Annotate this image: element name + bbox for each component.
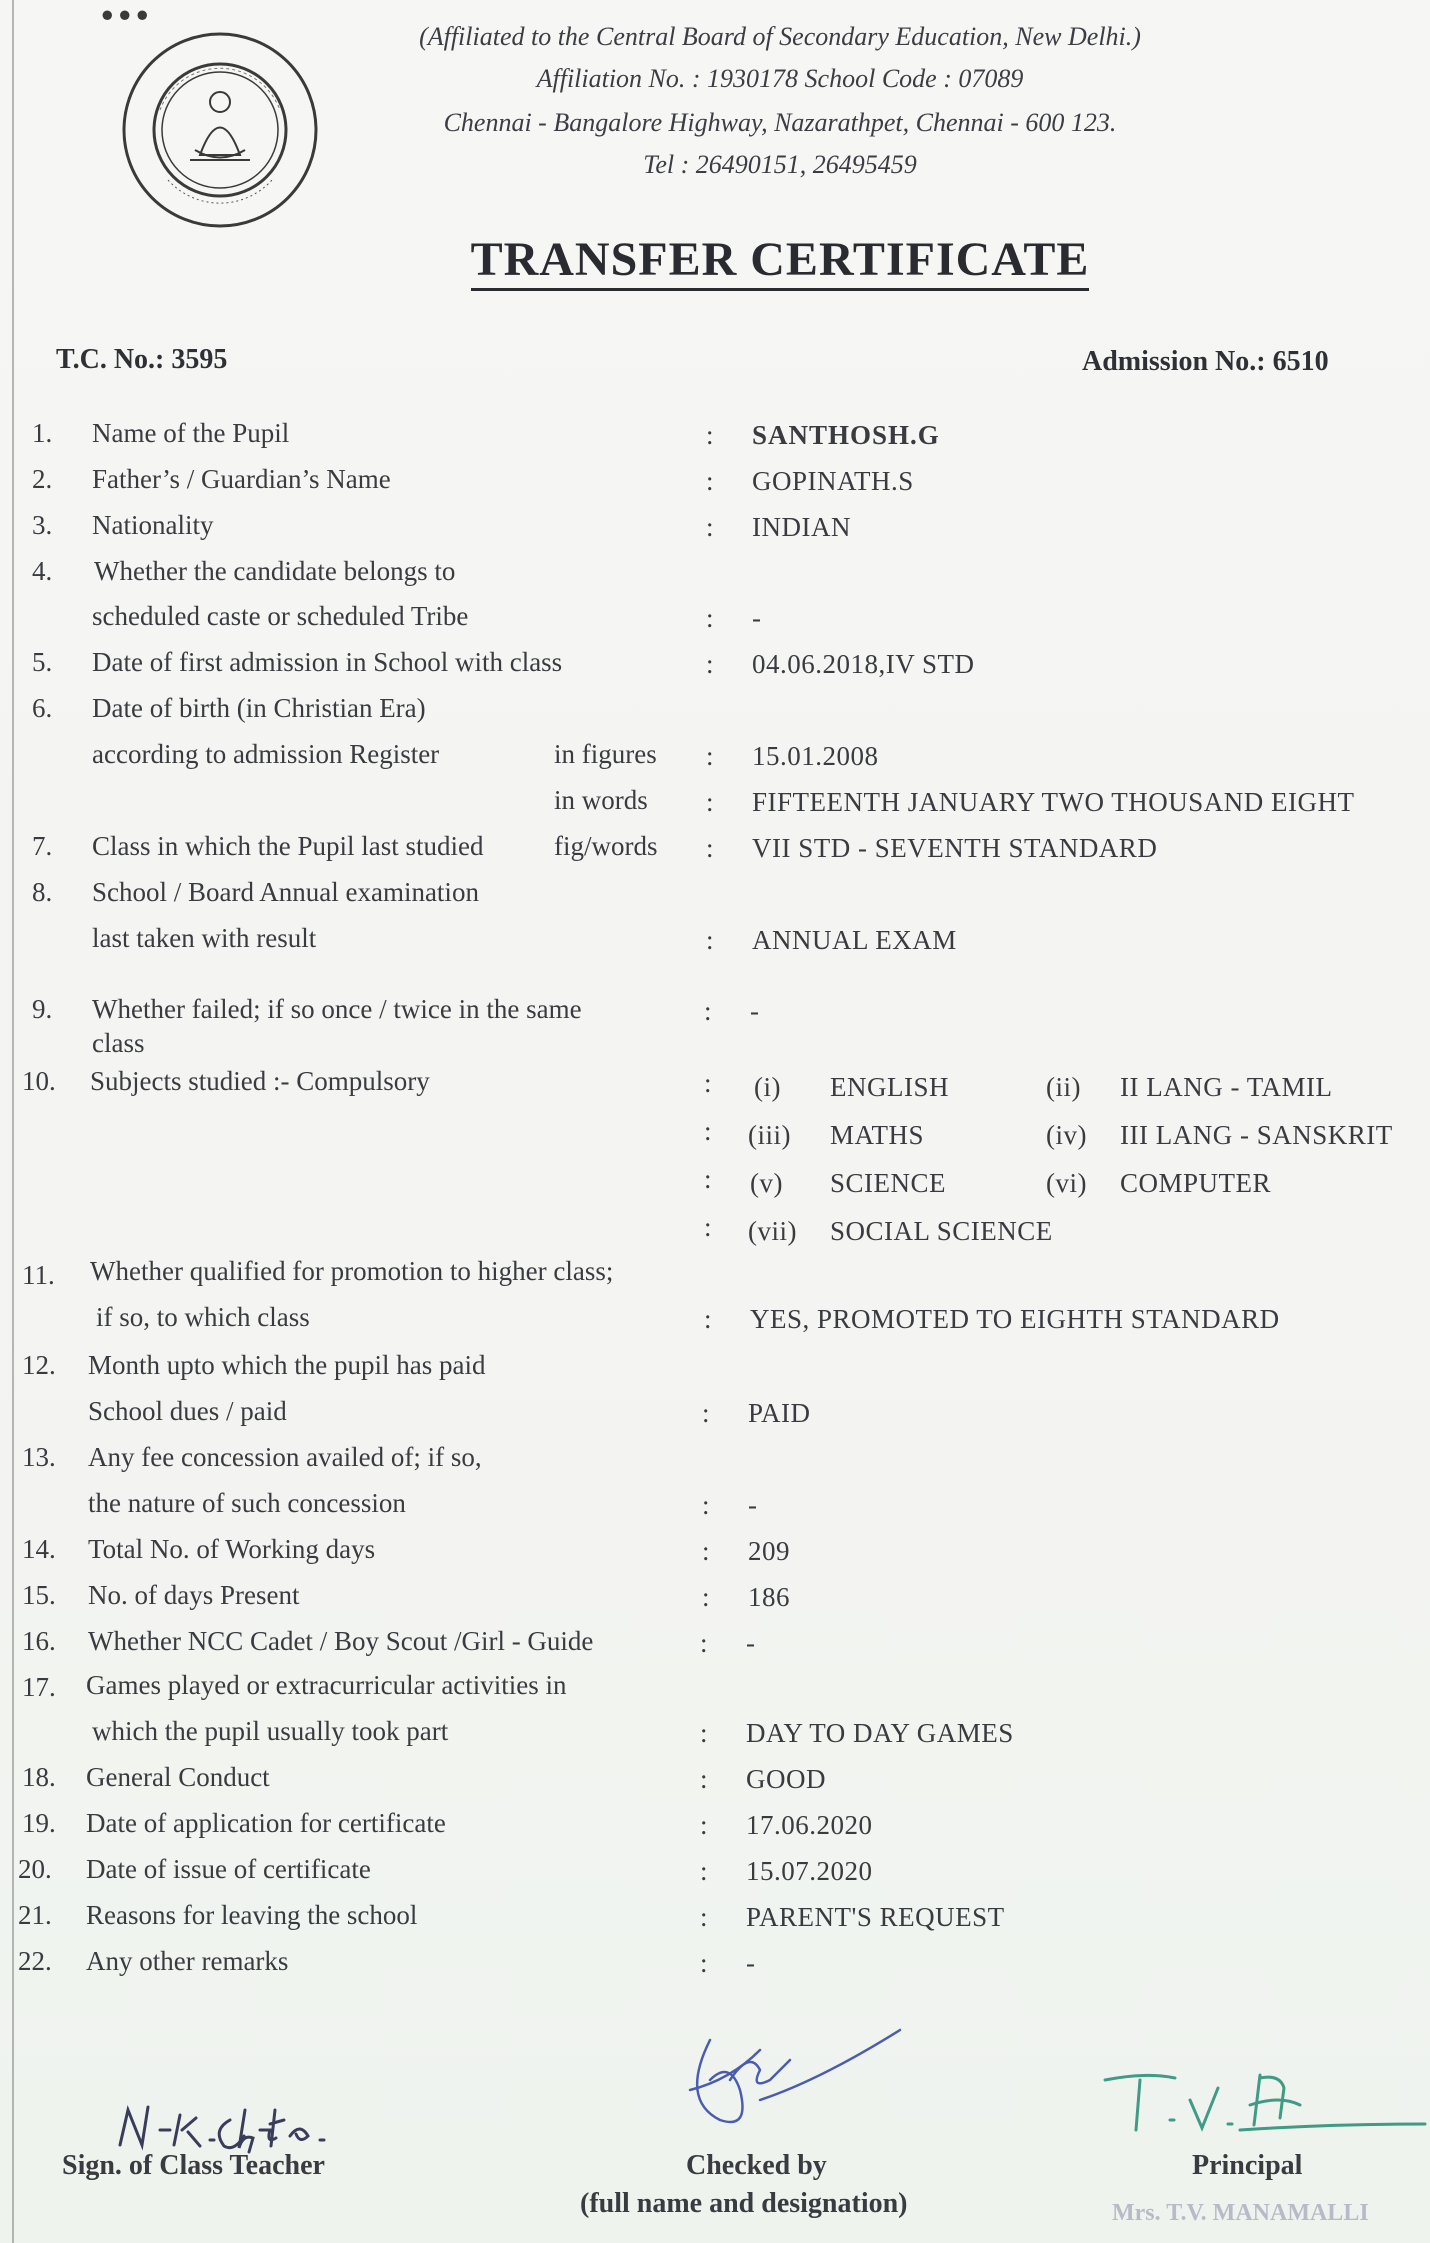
item-number: 5. xyxy=(32,647,53,677)
item-colon: : xyxy=(704,1116,712,1146)
subject-name: III LANG - SANSKRIT xyxy=(1120,1120,1393,1150)
item-number: 9. xyxy=(32,994,53,1024)
item-label: Whether NCC Cadet / Boy Scout /Girl - Guide xyxy=(88,1626,594,1656)
school-seal-icon xyxy=(120,30,320,230)
item-colon: : xyxy=(706,925,714,955)
item-label: Date of birth (in Christian Era) xyxy=(92,693,426,723)
games-value: DAY TO DAY GAMES xyxy=(746,1718,1014,1748)
item-colon: : xyxy=(700,1718,708,1748)
first-admission-value: 04.06.2018,IV STD xyxy=(752,649,975,679)
item-colon: : xyxy=(706,466,714,496)
ncc-value: - xyxy=(746,1628,756,1658)
guardian-name-value: GOPINATH.S xyxy=(752,466,914,496)
item-colon: : xyxy=(706,741,714,771)
item-label: Total No. of Working days xyxy=(88,1534,376,1564)
item-label: Any other remarks xyxy=(86,1946,289,1976)
item-label: Reasons for leaving the school xyxy=(86,1900,418,1930)
pupil-name-value: SANTHOSH.G xyxy=(752,420,940,450)
item-number: 2. xyxy=(32,464,53,494)
tc-number: T.C. No.: 3595 xyxy=(56,344,228,375)
item-number: 20. xyxy=(18,1854,52,1884)
item-label: No. of days Present xyxy=(88,1580,300,1610)
item-number: 12. xyxy=(22,1350,56,1380)
conduct-value: GOOD xyxy=(746,1764,826,1794)
item-number: 13. xyxy=(22,1442,56,1472)
item-number: 22. xyxy=(18,1946,52,1976)
principal-signature xyxy=(1100,2060,1430,2150)
item-colon: : xyxy=(704,1068,712,1098)
item-colon: : xyxy=(702,1536,710,1566)
item-colon: : xyxy=(706,649,714,679)
item-label-continued: which the pupil usually took part xyxy=(92,1716,449,1746)
item-label: School / Board Annual examination xyxy=(92,877,479,907)
subject-name: II LANG - TAMIL xyxy=(1120,1072,1333,1102)
item-number: 18. xyxy=(22,1762,56,1792)
exam-value: ANNUAL EXAM xyxy=(752,925,957,955)
item-colon: : xyxy=(704,996,712,1026)
dues-value: PAID xyxy=(748,1398,811,1428)
page-left-edge xyxy=(12,0,14,2243)
item-label: Father’s / Guardian’s Name xyxy=(92,464,391,494)
item-number: 1. xyxy=(32,418,53,448)
item-colon: : xyxy=(704,1164,712,1194)
subject-name: SOCIAL SCIENCE xyxy=(830,1216,1053,1246)
item-number: 6. xyxy=(32,693,53,723)
document-title-text: TRANSFER CERTIFICATE xyxy=(471,233,1090,291)
item-colon: : xyxy=(706,787,714,817)
issue-date-value: 15.07.2020 xyxy=(746,1856,873,1886)
subject-name: COMPUTER xyxy=(1120,1168,1272,1198)
subject-name: MATHS xyxy=(830,1120,925,1150)
item-label: Whether failed; if so once / twice in the same xyxy=(92,994,582,1024)
principal-label: Principal xyxy=(1192,2150,1303,2181)
item-label: Any fee concession availed of; if so, xyxy=(88,1442,482,1472)
subject-index: (vi) xyxy=(1046,1168,1087,1198)
item-label-continued: School dues / paid xyxy=(88,1396,287,1426)
item-number: 15. xyxy=(22,1580,56,1610)
item-label-continued: according to admission Register xyxy=(92,739,440,769)
item-label: Name of the Pupil xyxy=(92,418,290,448)
item-number: 21. xyxy=(18,1900,52,1930)
promotion-value: YES, PROMOTED TO EIGHTH STANDARD xyxy=(750,1304,1280,1334)
subject-index: (ii) xyxy=(1046,1072,1081,1102)
item-label-continued: scheduled caste or scheduled Tribe xyxy=(92,601,469,631)
subject-name: ENGLISH xyxy=(830,1072,949,1102)
subject-index: (vii) xyxy=(748,1216,797,1246)
item-label: Nationality xyxy=(92,510,214,540)
item-number: 14. xyxy=(22,1534,56,1564)
item-number: 7. xyxy=(32,831,53,861)
item-label: Date of application for certificate xyxy=(86,1808,446,1838)
item-colon: : xyxy=(700,1810,708,1840)
item-label-continued: last taken with result xyxy=(92,923,317,953)
item-colon: : xyxy=(700,1764,708,1794)
fee-concession-value: - xyxy=(748,1490,758,1520)
admission-number: Admission No.: 6510 xyxy=(1082,346,1329,377)
telephone-line: Tel : 26490151, 26495459 xyxy=(643,150,917,179)
item-colon: : xyxy=(702,1398,710,1428)
item-label: Whether qualified for promotion to higher class; xyxy=(90,1256,614,1286)
item-label: General Conduct xyxy=(86,1762,270,1792)
item-label-continued: the nature of such concession xyxy=(88,1488,406,1518)
item-label: Games played or extracurricular activities in xyxy=(86,1670,567,1700)
item-label-continued: class xyxy=(92,1028,145,1058)
address-line: Chennai - Bangalore Highway, Nazarathpet, Chennai - 600 123. xyxy=(443,108,1117,137)
item-label: Date of issue of certificate xyxy=(86,1854,371,1884)
item-colon: : xyxy=(700,1902,708,1932)
item-colon: : xyxy=(700,1948,708,1978)
item-label: Class in which the Pupil last studied xyxy=(92,831,484,861)
nationality-value: INDIAN xyxy=(752,512,851,542)
subject-index: (i) xyxy=(754,1072,781,1102)
item-label-continued: if so, to which class xyxy=(96,1302,310,1332)
dob-words-label: in words xyxy=(554,785,648,815)
item-number: 19. xyxy=(22,1808,56,1838)
item-colon: : xyxy=(706,603,714,633)
class-figwords-label: fig/words xyxy=(554,831,658,861)
item-colon: : xyxy=(700,1628,708,1658)
item-colon: : xyxy=(704,1212,712,1242)
checked-by-note: (full name and designation) xyxy=(580,2188,908,2219)
item-number: 10. xyxy=(22,1066,56,1096)
item-label: Date of first admission in School with class xyxy=(92,647,563,677)
item-number: 4. xyxy=(32,556,53,586)
leaving-reason-value: PARENT'S REQUEST xyxy=(746,1902,1005,1932)
item-colon: : xyxy=(704,1304,712,1334)
dob-figures-label: in figures xyxy=(554,739,657,769)
item-number: 11. xyxy=(22,1260,55,1290)
principal-name-faded: Mrs. T.V. MANAMALLI xyxy=(1112,2200,1369,2226)
class-teacher-label: Sign. of Class Teacher xyxy=(62,2150,325,2181)
item-colon: : xyxy=(706,512,714,542)
application-date-value: 17.06.2020 xyxy=(746,1810,873,1840)
item-label: Whether the candidate belongs to xyxy=(94,556,456,586)
item-number: 3. xyxy=(32,510,53,540)
checked-by-signature xyxy=(650,2020,910,2140)
caste-value: - xyxy=(752,603,762,633)
item-label: Month upto which the pupil has paid xyxy=(88,1350,486,1380)
subject-name: SCIENCE xyxy=(830,1168,947,1198)
subject-index: (iv) xyxy=(1046,1120,1087,1150)
document-title xyxy=(0,232,1430,287)
item-colon: : xyxy=(706,833,714,863)
item-number: 16. xyxy=(22,1626,56,1656)
dob-words-value: FIFTEENTH JANUARY TWO THOUSAND EIGHT xyxy=(752,787,1355,817)
item-number: 17. xyxy=(22,1672,56,1702)
item-number: 8. xyxy=(32,877,53,907)
working-days-value: 209 xyxy=(748,1536,790,1566)
dob-figures-value: 15.01.2008 xyxy=(752,741,879,771)
item-colon: : xyxy=(706,420,714,450)
affiliation-line: (Affiliated to the Central Board of Secondary Education, New Delhi.) xyxy=(419,22,1141,51)
subject-index: (v) xyxy=(750,1168,783,1198)
checked-by-label: Checked by xyxy=(686,2150,827,2181)
failed-value: - xyxy=(750,996,760,1026)
item-colon: : xyxy=(702,1582,710,1612)
last-class-value: VII STD - SEVENTH STANDARD xyxy=(752,833,1158,863)
subject-index: (iii) xyxy=(748,1120,791,1150)
item-label: Subjects studied :- Compulsory xyxy=(90,1066,430,1096)
item-colon: : xyxy=(702,1490,710,1520)
item-colon: : xyxy=(700,1856,708,1886)
days-present-value: 186 xyxy=(748,1582,790,1612)
remarks-value: - xyxy=(746,1948,756,1978)
school-name-cut xyxy=(100,0,153,33)
affiliation-number-line: Affiliation No. : 1930178 School Code : 07089 xyxy=(536,64,1024,93)
